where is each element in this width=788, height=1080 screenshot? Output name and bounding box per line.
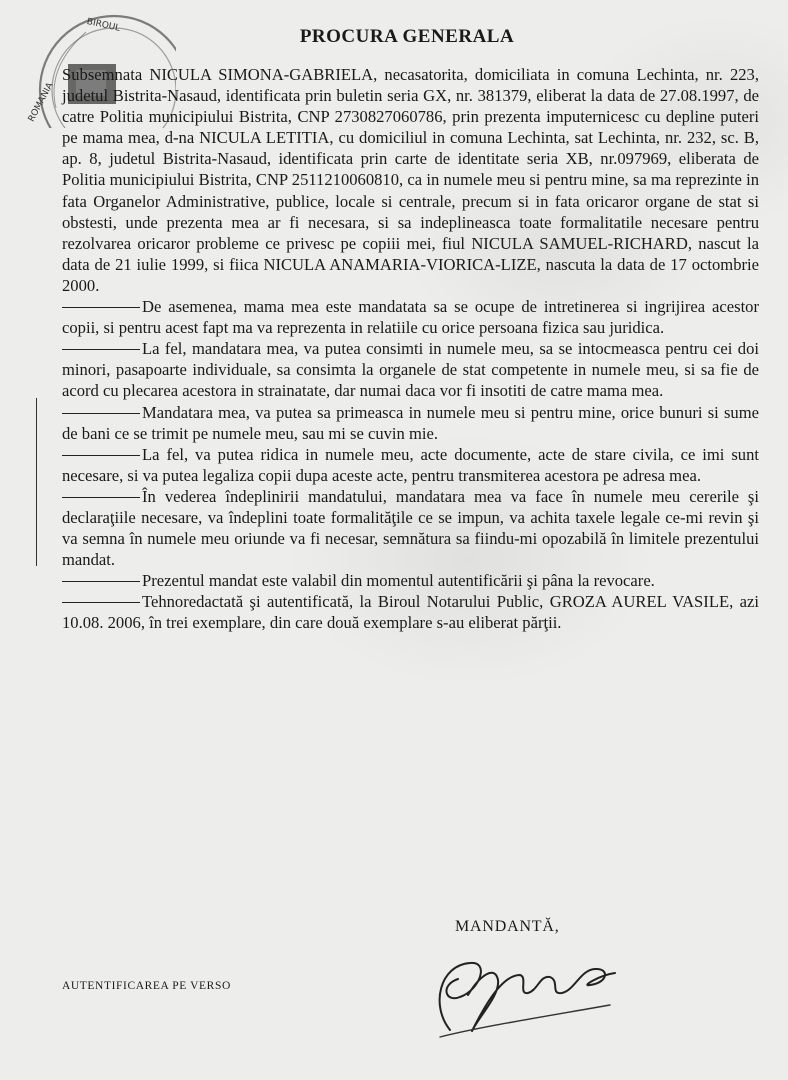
paragraph-2 <box>62 296 759 338</box>
paragraph-dash <box>62 307 140 308</box>
handwritten-signature <box>410 935 630 1045</box>
paragraph-6 <box>62 486 759 570</box>
paragraph-text: În vederea îndeplinirii mandatului, mandatara mea va face în numele meu cererile şi declaraţiile necesare, va îndeplini toate formalităţile ce se impun, va achita taxele legale ce-mi revin şi va semna în numele meu oriunde va fi necesar, semnătura sa fiindu-mi opozabilă în limitele prezentului mandat. <box>62 486 759 570</box>
mandanta-label: MANDANTĂ, <box>455 918 560 935</box>
verso-authentication-note: AUTENTIFICAREA PE VERSO <box>62 980 231 992</box>
paragraph-dash <box>62 602 140 603</box>
paragraph-dash <box>62 413 140 414</box>
paragraph-dash <box>62 497 140 498</box>
svg-text:BIROUL: BIROUL <box>85 16 121 34</box>
svg-text:ROMANIA: ROMANIA <box>26 81 56 124</box>
paragraph-7 <box>62 570 759 591</box>
paragraph-3 <box>62 338 759 401</box>
document-title: PROCURA GENERALA <box>299 26 515 47</box>
paragraph-text: Mandatara mea, va putea sa primeasca in numele meu si pentru mine, orice bunuri si sume de bani ce se trimit pe numele meu, sau mi se cuvin mie. <box>62 402 759 443</box>
paragraph-dash <box>62 455 140 456</box>
paragraph-text: Subsemnata NICULA SIMONA-GABRIELA, necasatorita, domiciliata in comuna Lechinta, nr. 223, judetul Bistrita-Nasaud, identificata prin buletin seria GX, nr. 381379, eliberat la data de 27.08.1997, de catre Politia municipiului Bistrita, CNP 2730827060786, prin prezenta imputernicesc cu depline puteri pe mama mea, d-na NICULA LETITIA, cu domiciliul in comuna Lechinta, sat Lechinta, nr. 232, sc. B, ap. 8, judetul Bistrita-Nasaud, identificata prin carte de identitate seria XB, nr.097969, eliberata de Politia municipiului Bistrita, CNP 2511210060810, ca in numele meu si pentru mine, sa ma reprezinte in fata Organelor Administrative, publice, locale si centrale, precum si in fata oricaror organe de stat si obstesti, unde prezenta mea ar fi necesara, si sa indeplineasca toate formalitatile necesare pentru rezolvarea oricaror probleme ce privesc pe copiii mei, fiul NICULA SAMUEL-RICHARD, nascut la data de 21 iulie 1999, si fiica NICULA ANAMARIA-VIORICA-LIZE, nascuta la data de 17 octombrie 2000. <box>62 65 759 295</box>
document-body <box>62 64 759 634</box>
margin-bracket-mark <box>36 398 43 566</box>
paragraph-text: Prezentul mandat este valabil din momentul autentificării şi pâna la revocare. <box>142 571 655 591</box>
paragraph-1 <box>62 64 759 296</box>
paragraph-text: Tehnoredactată şi autentificată, la Biroul Notarului Public, GROZA AUREL VASILE, azi 10.08. 2006, în trei exemplare, din care două exemplare s-au eliberat părţii. <box>62 592 759 633</box>
paragraph-8 <box>62 591 759 633</box>
paragraph-text: La fel, va putea ridica in numele meu, acte documente, acte de stare civila, ce imi sunt necesare, si va putea legaliza copii dupa aceste acte, pentru transmiterea acestora pe adresa mea. <box>62 444 759 485</box>
paragraph-dash <box>62 349 140 350</box>
paragraph-5 <box>62 444 759 486</box>
paragraph-4 <box>62 402 759 444</box>
paragraph-text: La fel, mandatara mea, va putea consimti in numele meu, sa se intocmeasca pentru cei doi minori, pasapoarte individuale, sa consimta la organele de stat competente in numele meu, si sa fie de acord cu plecarea acestora in strainatate, dar numai daca vor fi insotiti de catre mama mea. <box>62 339 759 401</box>
paragraph-dash <box>62 581 140 582</box>
paragraph-text: De asemenea, mama mea este mandatata sa se ocupe de intretinerea si ingrijirea acestor copii, si pentru acest fapt ma va reprezenta in relatiile cu orice persoana fizica sau juridica. <box>62 297 759 338</box>
